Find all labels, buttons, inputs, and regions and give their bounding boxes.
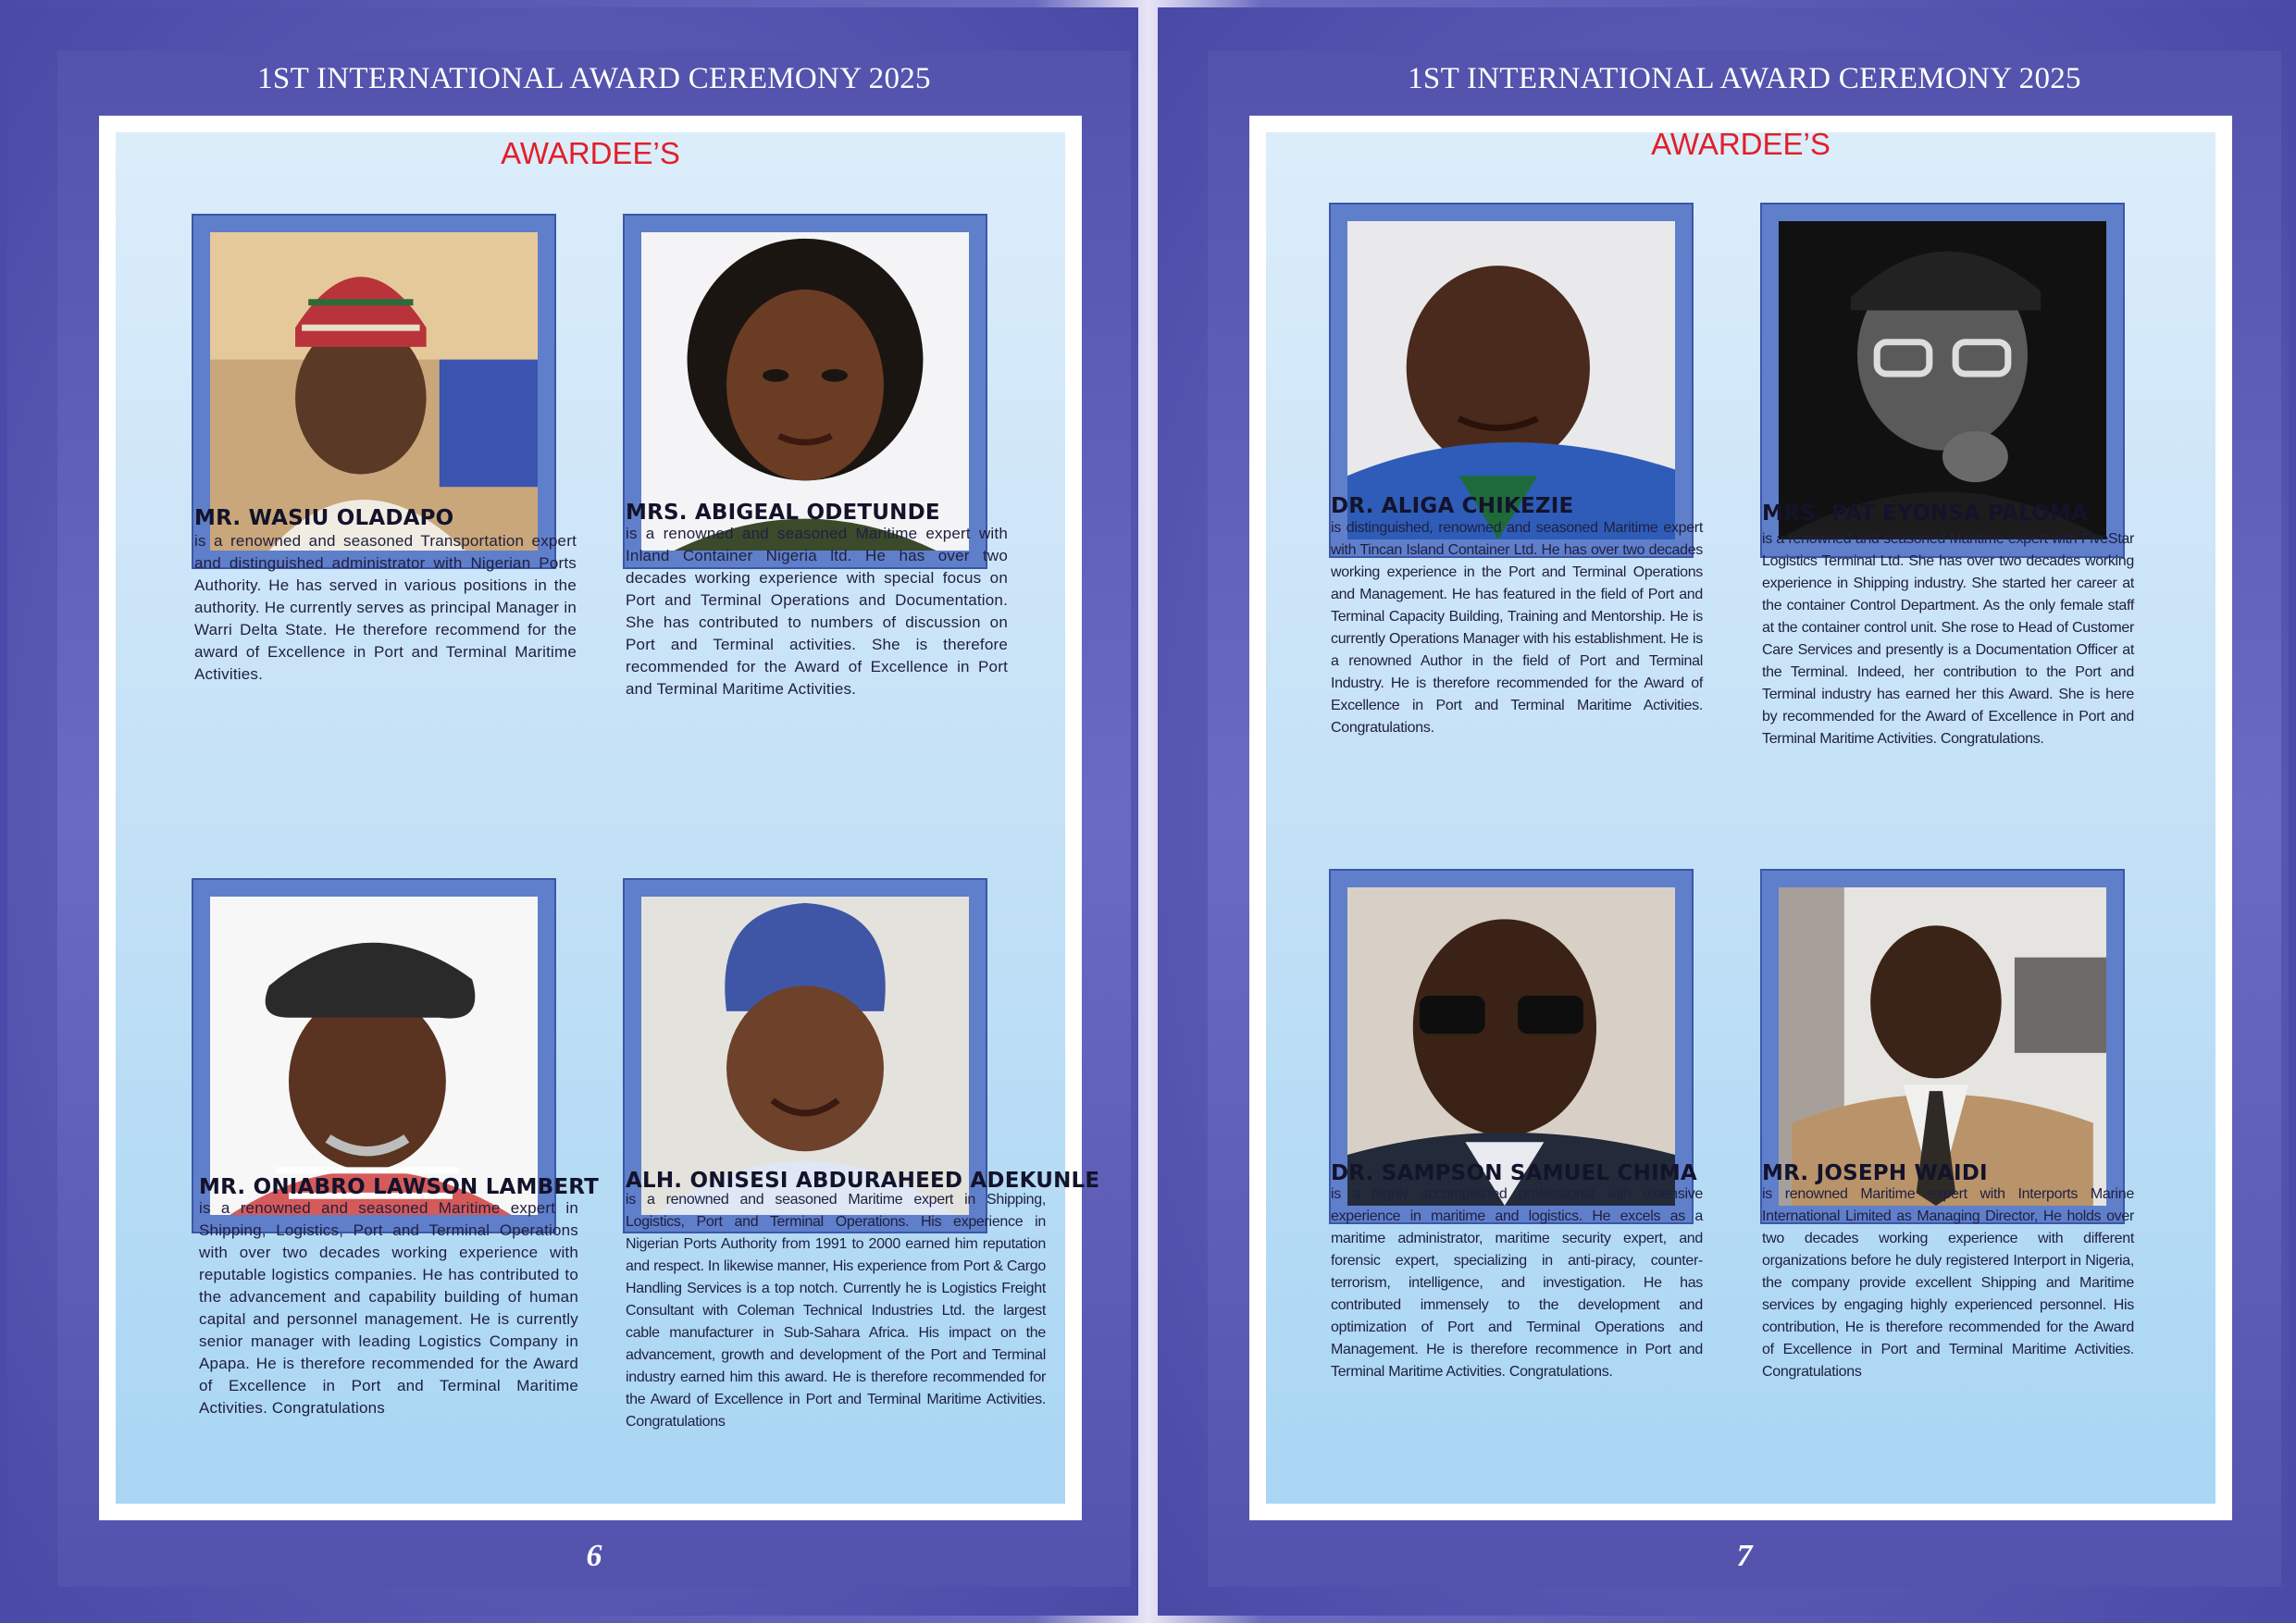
awardee-photo: [1347, 221, 1675, 539]
awardee-name: MR. JOSEPH WAIDI: [1762, 1161, 1988, 1185]
awardee-name: MRS. PAT EYONSA PALOMA: [1762, 502, 2089, 526]
page-number: 6: [586, 1539, 602, 1573]
awardee-description: is a renowned and seasoned Maritime expert in Shipping, Logistics, Port and Terminal Operations with over two decades working experience with reputable logistics companies. He has contributed to the advancement and capability building of human capital and personnel management. He is currently senior manager with leading Logistics Company in Apapa. He is therefore recommended for the Award of Excellence in Port and Terminal Maritime Activities. Congratulations: [199, 1199, 578, 1417]
awardee-description: is distinguished, renowned and seasoned Maritime expert with Tincan Island Container Ltd. He has over two decades working experience in the Port and Terminal Operations and Management. He has featured in the field of Port and Terminal Capacity Building, Training and Mentorship. He is currently Operations Manager with his establishment. He is a renowned Author in the field of Port and Terminal Industry. He is therefore recommended for the Award of Excellence in Port and Terminal Maritime Activities. Congratulations.: [1331, 520, 1703, 736]
page-number: 7: [1736, 1539, 1753, 1573]
awardee-photo: [210, 897, 538, 1215]
awardee-name: MR. ONIABRO LAWSON LAMBERT: [199, 1175, 600, 1199]
page-header: 1ST INTERNATIONAL AWARD CEREMONY 2025: [1408, 62, 2081, 95]
section-title: AWARDEE’S: [1651, 127, 1831, 161]
content-card: [99, 116, 1100, 1520]
page-frame: [57, 51, 1131, 1587]
page-header: 1ST INTERNATIONAL AWARD CEREMONY 2025: [257, 62, 931, 95]
awardee-name: DR. ALIGA CHIKEZIE: [1331, 494, 1574, 518]
awardee-description: is a renowned and seasoned Maritime expert in Shipping, Logistics, Port and Terminal Operations. His experience in Nigerian Ports Authority from 1991 to 2000 earned him reputation and respect. In likewise manner, His experience from Port & Cargo Handling Services is a top notch. Currently he is Logistics Freight Consultant with Coleman Technical Industries Ltd. the largest cable manufacturer in Sub-Sahara Africa. His impact on the advancement, growth and development of the Port and Terminal industry earned him this award. He is therefore recommended for the Award of Excellence in Port and Terminal Maritime Activities. Congratulations: [626, 1192, 1046, 1430]
awardee-name: MR. WASIU OLADAPO: [194, 506, 454, 530]
awardee-description: is a renowned and seasoned Maritime expert with Inland Container Nigeria ltd. He has over two decades working experience with special focus on Port and Terminal Operations and Documentation. She has contributed to numbers of discussion on Port and Terminal activities. She is therefore recommended for the Award of Excellence in Port and Terminal Maritime Activities.: [626, 525, 1008, 698]
awardee-photo: [210, 232, 538, 551]
awardee-description: is a renowned and seasoned Maritime expert with FiveStar Logistics Terminal Ltd. She has over two decades working experience in Shipping industry. She started her career at the container Control Department. As the only female staff at the container control unit. She rose to Head of Customer Care Services and presently is a Documentation Officer at the Terminal. Indeed, her contribution to the Port and Terminal industry has earned her this Award. She is here by recommended for the Award of Excellence in Port and Terminal Maritime Activities. Congratulations.: [1762, 531, 2134, 747]
awardee-name: DR. SAMPSON SAMUEL CHIMA: [1331, 1161, 1697, 1185]
awardee-name: MRS. ABIGEAL ODETUNDE: [626, 501, 940, 525]
awardee-description: is a renowned and seasoned Transportation expert and distinguished administrator with Nigerian Ports Authority. He has served in various positions in the authority. He currently serves as principal Manager in Warri Delta State. He therefore recommend for the award of Excellence in Port and Terminal Maritime Activities.: [194, 532, 577, 683]
awardee-photo: [1779, 221, 2106, 539]
awardee-description: is renowned Maritime expert with Interports Marine International Limited as Managing Director, He holds over two decades working experience with different organizations before he duly registered Interport in Nigeria, the company provide excellent Shipping and Maritime services by engaging highly experienced personnel. His contribution, He is therefore recommended for the Award of Excellence in Port and Terminal Maritime Activities. Congratulations: [1762, 1186, 2134, 1380]
awardee-name: ALH. ONISESI ABDURAHEED ADEKUNLE: [626, 1169, 1100, 1193]
awardee-photo: [641, 897, 969, 1215]
awardee-photo: [1779, 887, 2106, 1206]
page-right: [1158, 7, 2289, 1616]
content-panel: [1266, 127, 2215, 1504]
content-panel: [116, 132, 1100, 1504]
awardee-description: is a highly accomplished professional with extensive experience in maritime and logistics. He excels as a maritime administrator, maritime security expert, and forensic expert, specializing in anti-piracy, counter-terrorism, intelligence, and investigation. He has contributed immensely to the development and optimization of Port and Terminal Operations and Management. He is therefore recommence in Port and Terminal Maritime Activities. Congratulations.: [1331, 1186, 1703, 1380]
page-left: [7, 7, 1138, 1616]
awardee-photo: [1347, 887, 1675, 1206]
page-frame: [1208, 51, 2281, 1587]
section-title: AWARDEE’S: [501, 136, 680, 170]
content-card: [1249, 116, 2232, 1520]
